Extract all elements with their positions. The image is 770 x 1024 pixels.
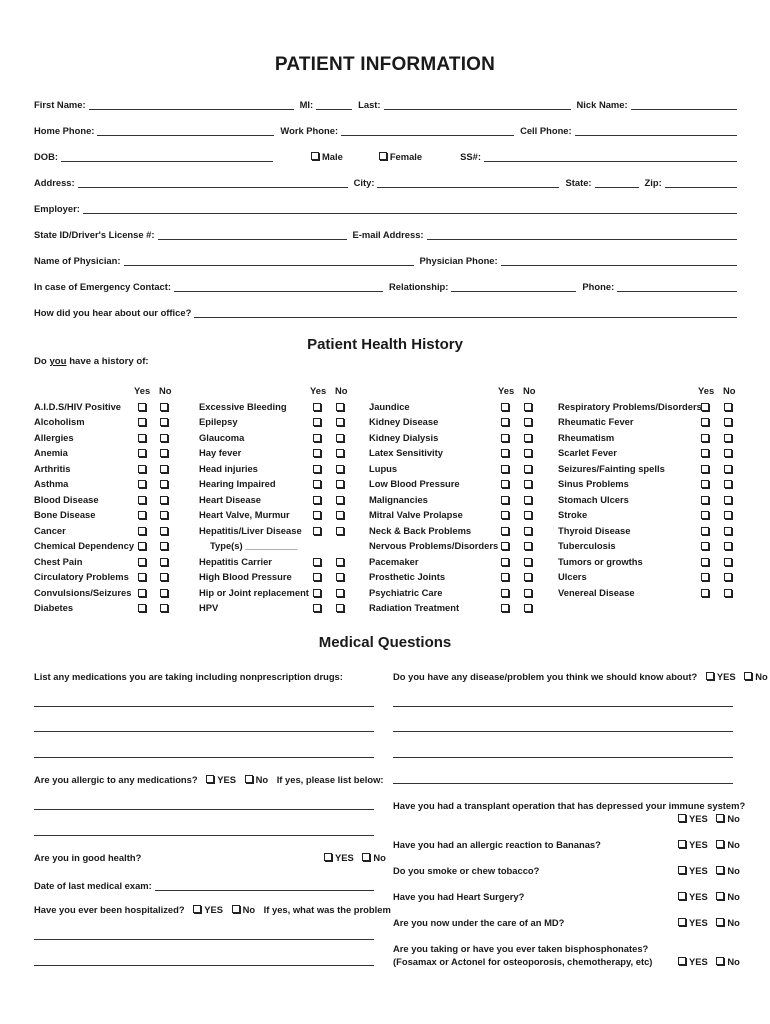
history-no-checkbox[interactable] xyxy=(724,573,732,581)
heart-surgery-no[interactable] xyxy=(710,891,740,902)
bisphosphonates-no-label: No xyxy=(727,956,740,967)
page-title: PATIENT INFORMATION xyxy=(274,54,496,75)
allergic-question xyxy=(34,774,384,785)
md-care-yes[interactable] xyxy=(672,917,708,928)
referral-field[interactable] xyxy=(194,307,737,318)
bananas-yes[interactable] xyxy=(672,839,708,850)
disease-line-3[interactable] xyxy=(393,757,733,758)
relationship-field[interactable] xyxy=(451,281,576,292)
license-row xyxy=(34,226,737,240)
md-care-no-checkbox[interactable] xyxy=(716,918,724,926)
hospitalized-label: Have you ever been hospitalized? xyxy=(34,904,185,915)
history-yes-checkbox[interactable] xyxy=(701,589,709,597)
history-item xyxy=(0,432,770,448)
bisphosphonates-no-checkbox[interactable] xyxy=(716,957,724,965)
allergic-yes-label: YES xyxy=(217,774,236,785)
medications-line-2[interactable] xyxy=(34,731,374,732)
history-item-label: Hay fever xyxy=(199,447,242,458)
history-item-label: Stroke xyxy=(558,509,588,520)
history-no-checkbox[interactable] xyxy=(724,558,732,566)
history-yes-checkbox[interactable] xyxy=(701,573,709,581)
nick-name-label: Nick Name: xyxy=(576,99,628,110)
history-item-label: Epilepsy xyxy=(199,416,238,427)
medications-line-1[interactable] xyxy=(34,706,374,707)
heart-surgery-no-label: No xyxy=(727,891,740,902)
first-name-field[interactable] xyxy=(89,99,294,110)
bananas-no-checkbox[interactable] xyxy=(716,840,724,848)
employer-row xyxy=(34,200,737,214)
disease-line-2[interactable] xyxy=(393,731,733,732)
transplant-options xyxy=(672,813,740,824)
medical-questions-title: Medical Questions xyxy=(318,634,452,651)
history-item-label: Tumors or growths xyxy=(558,555,643,567)
history-yes-checkbox[interactable] xyxy=(701,527,709,535)
allergic-yes-checkbox[interactable] xyxy=(206,775,214,783)
history-item-label: Allergies xyxy=(34,431,74,443)
no-column-label: No xyxy=(335,385,348,396)
good-health-yes-label: YES xyxy=(335,852,354,863)
history-item-label: Diabetes xyxy=(34,602,74,613)
history-column-4 xyxy=(0,385,770,602)
address-row xyxy=(34,174,737,188)
history-item-label: Tuberculosis xyxy=(558,540,616,551)
disease-yes[interactable] xyxy=(700,671,736,682)
emergency-row xyxy=(34,278,737,292)
bisphosphonates-yes[interactable] xyxy=(672,956,708,967)
name-row xyxy=(34,96,737,110)
good-health-no-label: No xyxy=(373,852,386,863)
smoke-yes-checkbox[interactable] xyxy=(678,866,686,874)
history-item-label: Lupus xyxy=(369,462,398,474)
history-item-label: Thyroid Disease xyxy=(558,524,631,536)
address-field[interactable] xyxy=(78,177,348,188)
good-health-no[interactable] xyxy=(356,852,386,863)
disease-no-label: No xyxy=(755,671,768,682)
emergency-phone-field[interactable] xyxy=(617,281,737,292)
yes-column-label: Yes xyxy=(310,385,327,396)
bisphosphonates-options xyxy=(672,956,740,967)
history-item-label: Jaundice xyxy=(369,400,410,412)
bananas-no-label: No xyxy=(727,839,740,850)
last-exam-field[interactable] xyxy=(155,880,374,891)
female-label: Female xyxy=(389,151,423,162)
physician-field[interactable] xyxy=(124,255,414,266)
female-option[interactable] xyxy=(379,151,422,162)
smoke-no[interactable] xyxy=(710,865,740,876)
last-name-field[interactable] xyxy=(384,99,571,110)
work-phone-field[interactable] xyxy=(341,125,514,136)
hospitalized-yes-checkbox[interactable] xyxy=(193,905,201,913)
physician-label: Name of Physician: xyxy=(34,255,121,266)
last-name-label: Last: xyxy=(358,99,381,110)
history-item-label: Circulatory Problems xyxy=(34,571,129,582)
history-item-label: Head injuries xyxy=(199,462,258,474)
hospitalized-no-label: No xyxy=(242,904,256,915)
history-no-checkbox[interactable] xyxy=(724,449,732,457)
hospitalized-line-2[interactable] xyxy=(34,965,374,966)
zip-label: Zip: xyxy=(644,177,662,188)
history-item-label: Convulsions/Seizures xyxy=(34,586,132,598)
history-no-checkbox[interactable] xyxy=(724,511,732,519)
history-item-label: Psychiatric Care xyxy=(369,586,443,598)
hospitalized-no[interactable] xyxy=(226,904,256,915)
smoke-yes[interactable] xyxy=(672,865,708,876)
smoke-yes-label: YES xyxy=(689,865,708,876)
history-item-label: HPV xyxy=(199,602,219,613)
history-yes-checkbox[interactable] xyxy=(701,480,709,488)
hospitalized-line-1[interactable] xyxy=(34,939,374,940)
transplant-yes-label: YES xyxy=(689,813,708,824)
history-no-checkbox[interactable] xyxy=(724,542,732,550)
yes-column-label: Yes xyxy=(134,385,151,396)
history-item xyxy=(0,556,770,572)
disease-no[interactable] xyxy=(738,671,768,682)
history-item xyxy=(0,602,770,618)
state-label: State: xyxy=(565,177,592,188)
transplant-no-checkbox[interactable] xyxy=(716,814,724,822)
history-item xyxy=(0,401,770,417)
disease-yes-label: YES xyxy=(716,671,736,682)
history-subtitle-pre: Do xyxy=(34,356,50,367)
heart-surgery-yes-checkbox[interactable] xyxy=(678,892,686,900)
good-health-options xyxy=(318,852,386,863)
allergic-yes[interactable] xyxy=(200,774,236,785)
bananas-no[interactable] xyxy=(710,839,740,850)
history-no-checkbox[interactable] xyxy=(724,465,732,473)
md-care-options xyxy=(672,917,740,928)
city-label: City: xyxy=(353,177,375,188)
male-checkbox[interactable] xyxy=(311,152,319,160)
physician-phone-field[interactable] xyxy=(501,255,737,266)
history-item-label: Heart Valve, Murmur xyxy=(199,509,290,520)
smoke-options xyxy=(672,865,740,876)
history-no-checkbox[interactable] xyxy=(724,496,732,504)
male-option[interactable] xyxy=(311,151,343,162)
smoke-question: Do you smoke or chew tobacco? xyxy=(393,865,540,876)
history-subtitle-you: you xyxy=(49,356,67,367)
state-field[interactable] xyxy=(595,177,639,188)
history-item-label: Neck & Back Problems xyxy=(369,524,472,536)
transplant-no-label: No xyxy=(727,813,740,824)
history-item-label: Heart Disease xyxy=(199,493,262,505)
ssn-label: SS#: xyxy=(460,151,481,162)
history-no-checkbox[interactable] xyxy=(524,604,532,612)
disease-no-checkbox[interactable] xyxy=(744,672,752,680)
heart-surgery-question: Have you had Heart Surgery? xyxy=(393,891,525,902)
history-item-label: Ulcers xyxy=(558,571,587,582)
license-label: State ID/Driver's License #: xyxy=(34,229,155,240)
history-no-checkbox[interactable] xyxy=(724,589,732,597)
history-item-label: Type(s) __________ xyxy=(210,540,298,551)
history-item-label: Radiation Treatment xyxy=(369,602,460,613)
heart-surgery-no-checkbox[interactable] xyxy=(716,892,724,900)
history-item-label: Arthritis xyxy=(34,462,71,474)
last-exam-label: Date of last medical exam: xyxy=(34,880,152,891)
history-item-label: Excessive Bleeding xyxy=(199,400,287,412)
transplant-question: Have you had a transplant operation that has depressed your immune system? xyxy=(393,800,746,811)
history-item-label: Malignancies xyxy=(369,493,428,505)
emergency-phone-label: Phone: xyxy=(582,281,615,292)
heart-surgery-yes-label: YES xyxy=(689,891,708,902)
history-item-label: Sinus Problems xyxy=(558,478,629,489)
male-label: Male xyxy=(321,151,343,162)
mi-label: MI: xyxy=(299,99,314,110)
disease-yes-checkbox[interactable] xyxy=(706,672,714,680)
history-item-label: Pacemaker xyxy=(369,555,419,567)
physician-phone-label: Physician Phone: xyxy=(419,255,498,266)
bisphosphonates-no[interactable] xyxy=(710,956,740,967)
home-phone-field[interactable] xyxy=(97,125,274,136)
heart-surgery-options xyxy=(672,891,740,902)
good-health-question: Are you in good health? xyxy=(34,852,142,863)
history-item-label: Kidney Dialysis xyxy=(369,431,439,443)
history-item-label: Nervous Problems/Disorders xyxy=(369,540,499,551)
history-yes-checkbox[interactable] xyxy=(701,496,709,504)
heart-surgery-yes[interactable] xyxy=(672,891,708,902)
md-care-no[interactable] xyxy=(710,917,740,928)
nick-name-field[interactable] xyxy=(631,99,737,110)
bisphosphonates-note: (Fosamax or Actonel for osteoporosis, chemotherapy, etc) xyxy=(393,956,653,967)
history-item-label: Low Blood Pressure xyxy=(369,478,460,489)
bisphosphonates-yes-label: YES xyxy=(689,956,708,967)
hospitalized-yes-label: YES xyxy=(204,904,223,915)
referral-row xyxy=(34,304,737,318)
home-phone-label: Home Phone: xyxy=(34,125,95,136)
good-health-yes[interactable] xyxy=(318,852,354,863)
ssn-field[interactable] xyxy=(484,151,737,162)
phone-row xyxy=(34,122,737,136)
no-column-label: No xyxy=(523,385,536,396)
dob-field[interactable] xyxy=(61,151,273,162)
cell-phone-field[interactable] xyxy=(575,125,737,136)
allergic-label: Are you allergic to any medications? xyxy=(34,774,198,785)
history-item-label: Chest Pain xyxy=(34,555,83,567)
smoke-no-label: No xyxy=(727,865,740,876)
history-yes-checkbox[interactable] xyxy=(701,403,709,411)
hospitalized-yes[interactable] xyxy=(187,904,223,915)
license-field[interactable] xyxy=(158,229,347,240)
history-item-label: Blood Disease xyxy=(34,493,99,505)
history-item-label: Alcoholism xyxy=(34,416,85,427)
referral-label: How did you hear about our office? xyxy=(34,307,192,318)
allergy-line-1[interactable] xyxy=(34,809,374,810)
yes-column-label: Yes xyxy=(698,385,715,396)
history-item-label: Latex Sensitivity xyxy=(369,447,443,458)
bananas-options xyxy=(672,839,740,850)
no-column-label: No xyxy=(159,385,172,396)
history-item-label: Scarlet Fever xyxy=(558,447,617,458)
md-care-yes-checkbox[interactable] xyxy=(678,918,686,926)
medications-line-3[interactable] xyxy=(34,757,374,758)
md-care-question: Are you now under the care of an MD? xyxy=(393,917,565,928)
allergic-no-checkbox[interactable] xyxy=(245,775,253,783)
history-no-checkbox[interactable] xyxy=(724,480,732,488)
history-item-label: Hearing Impaired xyxy=(199,478,276,489)
last-exam-row xyxy=(34,877,374,891)
female-checkbox[interactable] xyxy=(379,152,387,160)
city-field[interactable] xyxy=(377,177,559,188)
history-yes-checkbox[interactable] xyxy=(701,558,709,566)
relationship-label: Relationship: xyxy=(389,281,449,292)
email-label: E-mail Address: xyxy=(352,229,424,240)
history-item-label: A.I.D.S/HIV Positive xyxy=(34,400,122,412)
history-no-checkbox[interactable] xyxy=(724,527,732,535)
health-history-title: Patient Health History xyxy=(307,336,463,353)
history-item-label: Rheumatism xyxy=(558,431,615,443)
yes-column-label: Yes xyxy=(498,385,515,396)
employer-field[interactable] xyxy=(83,203,737,214)
allergy-line-2[interactable] xyxy=(34,835,374,836)
history-yes-checkbox[interactable] xyxy=(701,449,709,457)
history-item-label: Chemical Dependency xyxy=(34,540,135,551)
allergic-no-label: No xyxy=(255,774,269,785)
history-item xyxy=(0,587,770,603)
transplant-yes-checkbox[interactable] xyxy=(678,814,686,822)
history-item-label: Prosthetic Joints xyxy=(369,571,446,582)
emergency-contact-field[interactable] xyxy=(174,281,383,292)
bisphosphonates-question: Are you taking or have you ever taken bisphosphonates? xyxy=(393,943,649,954)
dob-row xyxy=(34,148,737,162)
history-item-label: Hepatitis Carrier xyxy=(199,555,272,567)
bananas-yes-checkbox[interactable] xyxy=(678,840,686,848)
employer-label: Employer: xyxy=(34,203,80,214)
good-health-no-checkbox[interactable] xyxy=(362,853,370,861)
history-no-checkbox[interactable] xyxy=(724,403,732,411)
md-care-yes-label: YES xyxy=(689,917,708,928)
work-phone-label: Work Phone: xyxy=(280,125,339,136)
dob-label: DOB: xyxy=(34,151,58,162)
history-item-label: High Blood Pressure xyxy=(199,571,292,582)
mi-field[interactable] xyxy=(316,99,352,110)
disease-line-1[interactable] xyxy=(393,706,733,707)
first-name-label: First Name: xyxy=(34,99,86,110)
hospitalized-no-checkbox[interactable] xyxy=(232,905,240,913)
history-subtitle xyxy=(34,356,149,367)
history-subtitle-post: have a history of: xyxy=(66,356,149,367)
bisphosphonates-yes-checkbox[interactable] xyxy=(678,957,686,965)
history-item-label: Stomach Ulcers xyxy=(558,493,629,505)
history-item xyxy=(0,540,770,556)
history-item-label: Cancer xyxy=(34,524,66,536)
history-item-label: Anemia xyxy=(34,447,68,458)
history-item-label: Hepatitis/Liver Disease xyxy=(199,524,302,536)
history-item-label: Asthma xyxy=(34,478,69,489)
allergic-tail: If yes, please list below: xyxy=(276,774,384,785)
md-care-no-label: No xyxy=(727,917,740,928)
history-yes-checkbox[interactable] xyxy=(701,465,709,473)
transplant-no[interactable] xyxy=(710,813,740,824)
cell-phone-label: Cell Phone: xyxy=(520,125,572,136)
address-label: Address: xyxy=(34,177,75,188)
history-item-label: Respiratory Problems/Disorders xyxy=(558,400,702,412)
smoke-no-checkbox[interactable] xyxy=(716,866,724,874)
history-item xyxy=(0,478,770,494)
history-item-label: Mitral Valve Prolapse xyxy=(369,509,463,520)
history-item xyxy=(0,509,770,525)
history-yes-checkbox[interactable] xyxy=(701,418,709,426)
physician-row xyxy=(34,252,737,266)
emergency-contact-label: In case of Emergency Contact: xyxy=(34,281,172,292)
no-column-label: No xyxy=(723,385,736,396)
history-item xyxy=(0,494,770,510)
history-column-header xyxy=(0,385,770,401)
history-item xyxy=(0,416,770,432)
bananas-yes-label: YES xyxy=(689,839,708,850)
medications-question: List any medications you are taking including nonprescription drugs: xyxy=(34,671,343,682)
disease-line-4[interactable] xyxy=(393,783,733,784)
email-field[interactable] xyxy=(427,229,737,240)
history-item xyxy=(0,525,770,541)
history-item-label: Rheumatic Fever xyxy=(558,416,634,427)
zip-field[interactable] xyxy=(665,177,737,188)
hospitalized-tail: If yes, what was the problem xyxy=(263,904,391,915)
history-item-label: Glaucoma xyxy=(199,431,245,443)
hospitalized-question xyxy=(34,904,391,915)
history-item-label: Kidney Disease xyxy=(369,416,439,427)
history-item-label: Bone Disease xyxy=(34,509,96,520)
history-no-checkbox[interactable] xyxy=(724,434,732,442)
disease-question xyxy=(393,671,768,682)
history-no-checkbox[interactable] xyxy=(724,418,732,426)
history-item-label: Venereal Disease xyxy=(558,586,635,598)
history-item xyxy=(0,447,770,463)
history-yes-checkbox[interactable] xyxy=(701,511,709,519)
history-item-label: Seizures/Fainting spells xyxy=(558,462,665,474)
history-item-label: Hip or Joint replacement xyxy=(199,586,309,598)
disease-label: Do you have any disease/problem you think we should know about? xyxy=(393,671,698,682)
allergic-no[interactable] xyxy=(239,774,269,785)
transplant-yes[interactable] xyxy=(672,813,708,824)
history-yes-checkbox[interactable] xyxy=(701,542,709,550)
history-item xyxy=(0,463,770,479)
bananas-question: Have you had an allergic reaction to Bananas? xyxy=(393,839,601,850)
history-item xyxy=(0,571,770,587)
history-yes-checkbox[interactable] xyxy=(701,434,709,442)
history-yes-checkbox[interactable] xyxy=(501,604,509,612)
good-health-yes-checkbox[interactable] xyxy=(324,853,332,861)
